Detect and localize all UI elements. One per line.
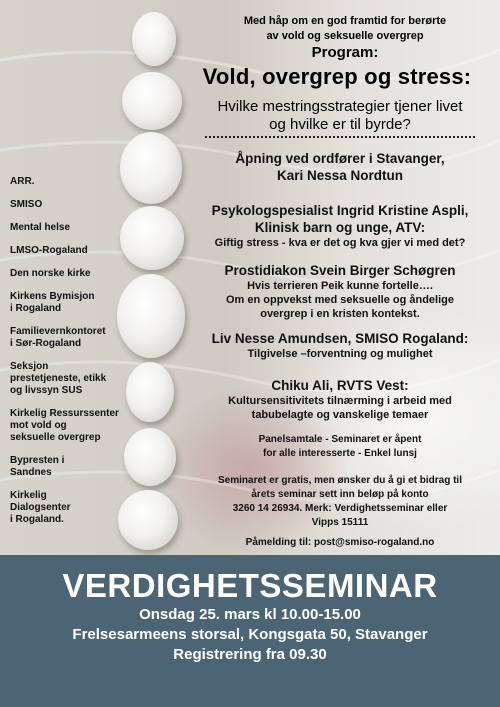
- event-date: Onsdag 25. mars kl 10.00-15.00: [139, 606, 361, 623]
- speaker2-text: Hvis terrieren Peik kunne fortelle…. Om en oppvekst med seksuelle og åndelige overgrep i en kristen kontekst.: [225, 280, 455, 320]
- pebble-icon: [124, 428, 176, 486]
- speaker2-block: [185, 262, 495, 321]
- speaker4-block: [185, 377, 495, 422]
- speaker3-text: Tilgivelse –forventning og mulighet: [247, 348, 433, 360]
- speaker2-title: Prostidiakon Svein Birger Schøgren: [224, 263, 456, 278]
- pebble-icon: [117, 274, 185, 358]
- pebble-icon: [120, 132, 182, 204]
- organizers-list: [10, 176, 120, 537]
- intro-text: Med håp om en god framtid for berørte av vold og seksuelle overgrep: [243, 15, 447, 42]
- panel-text: Panelsamtale - Seminaret er åpent for alle interesserte - Enkel lunsj: [258, 434, 422, 459]
- organizer-item: Seksjon prestetjeneste, etikk og livssyn SUS: [10, 361, 107, 396]
- dotted-divider: [205, 136, 475, 142]
- donation-info: Seminaret er gratis, men ønsker du å gi et bidrag til årets seminar sett inn beløp på konto 3260 14 26934. Merk: Verdighetsseminar eller Vipps 15111: [218, 475, 462, 528]
- event-registration: Registrering fra 09.30: [173, 646, 327, 663]
- opening-block: [185, 150, 495, 184]
- speaker3-block: [185, 330, 495, 361]
- pebble-icon: [122, 72, 182, 130]
- speaker4-text: Kultursensitivitets tilnærming i arbeid med tabubelagte og vanskelige temaer: [228, 395, 452, 421]
- speaker3-title: Liv Nesse Amundsen, SMISO Rogaland:: [211, 331, 469, 346]
- event-footer: [0, 555, 500, 707]
- signup-block: [185, 536, 495, 550]
- speaker1-block: [185, 202, 495, 250]
- panel-block: [185, 433, 495, 461]
- organizer-item: Familievernkontoret i Sør-Rogaland: [10, 326, 106, 349]
- speaker1-title: Psykologspesialist Ingrid Kristine Aspli, Klinisk barn og unge, ATV:: [211, 203, 469, 235]
- organizer-item: ARR.: [10, 176, 35, 187]
- event-title: VERDIGHETSSEMINAR: [62, 567, 438, 604]
- organizer-item: Mental helse: [10, 222, 71, 233]
- speaker1-text: Giftig stress - kva er det og kva gjer vi med det?: [214, 237, 466, 249]
- organizer-item: Den norske kirke: [10, 268, 91, 279]
- page-title: Vold, overgrep og stress:: [202, 64, 472, 89]
- program-label: Program:: [311, 44, 379, 61]
- organizer-item: Kirkens Bymisjon i Rogaland: [10, 291, 95, 314]
- organizer-item: Kirkelig Ressurssenter mot vold og seksuelle overgrep: [10, 408, 119, 443]
- page-subtitle: Hvilke mestringsstrategier tjener livet og hvilke er til byrde?: [217, 98, 463, 133]
- event-location: Frelsesarmeens storsal, Kongsgata 50, Stavanger: [72, 626, 428, 643]
- pebble-icon: [120, 206, 184, 270]
- pebble-icon: [132, 12, 176, 66]
- organizer-item: LMSO-Rogaland: [10, 245, 88, 256]
- organizer-item: Kirkelig Dialogsenter i Rogaland.: [10, 490, 71, 525]
- opening-text: Åpning ved ordfører i Stavanger, Kari Nessa Nordtun: [235, 151, 445, 183]
- pebble-icon: [126, 362, 174, 422]
- speaker4-title: Chiku Ali, RVTS Vest:: [271, 378, 409, 393]
- pebble-icon: [118, 490, 178, 550]
- info-block: [185, 474, 495, 530]
- signup-text: Påmelding til: post@smiso-rogaland.no: [245, 537, 435, 548]
- organizer-item: SMISO: [10, 199, 43, 210]
- organizer-item: Bypresten i Sandnes: [10, 455, 65, 478]
